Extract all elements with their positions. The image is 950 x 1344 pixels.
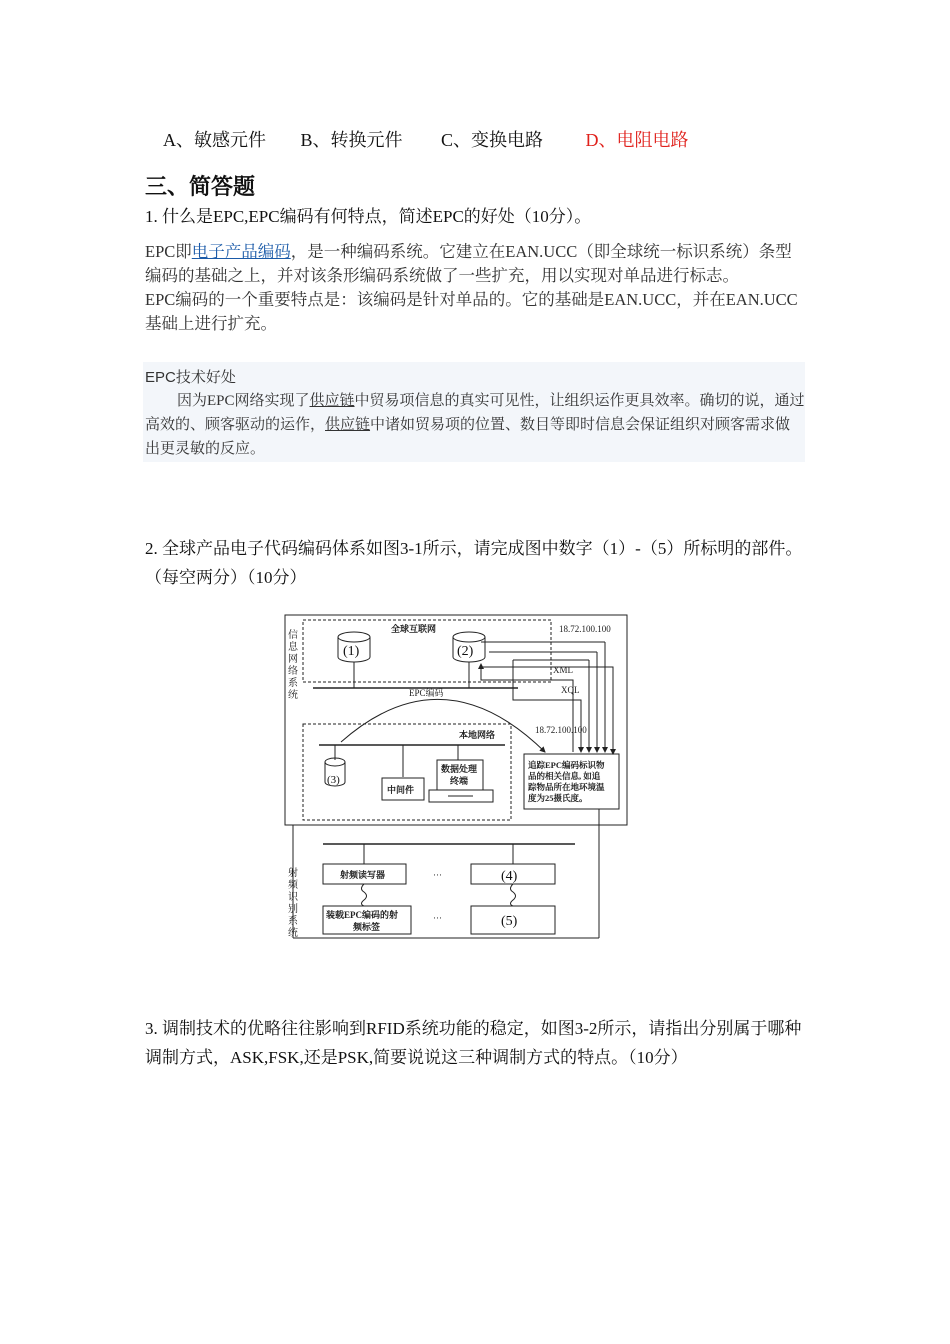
internet-label: 全球互联网 (391, 624, 437, 634)
question-3: 3. 调制技术的优略往往影响到RFID系统功能的稳定，如图3-2所示，请指出分别属于哪种调制方式，ASK,FSK,还是PSK,简要说说这三种调制方式的特点。（10分） (145, 1019, 802, 1067)
xml-label: XML (553, 665, 573, 675)
tracking-line-1: 追踪EPC编码标识物 (528, 760, 605, 770)
answer-para-1 (145, 240, 807, 288)
tracking-line-2: 品的相关信息, 如追 (528, 771, 601, 781)
option-a: A、敏感元件 (163, 130, 266, 150)
tracking-line-3: 踪物品所在地环境温 (528, 782, 605, 792)
answer-text: ，是一种编码系统。它建立在EAN.UCC（即全球统一标识系统）条型编码的基础之上，并对该条形编码系统做了一些扩充，用以实现对单品进行标志。 (145, 242, 792, 285)
epc-system-diagram (283, 612, 629, 942)
epc-link[interactable]: 电子产品编码 (191, 242, 291, 261)
supply-chain-link[interactable]: 供应链 (325, 417, 371, 433)
option-d: D、电阻电路 (585, 130, 689, 150)
xql-label: XQL (561, 685, 580, 695)
quote-title: EPC技术好处 (145, 369, 236, 386)
dots-2: ··· (433, 913, 442, 923)
handwritten-2: (2) (457, 644, 474, 659)
option-c: C、变换电路 (441, 130, 544, 150)
answer-options (163, 126, 689, 152)
ip-label-1: 18.72.100.100 (559, 624, 611, 634)
ip-label-2: 18.72.100.100 (535, 725, 587, 735)
quote-text: 中诸如贸易项的位置、数目等即时信息会保证组织对顾客需求做出更灵敏的反应。 (145, 417, 791, 457)
handwritten-3: (3) (327, 774, 340, 786)
section-title: 三、简答题 (145, 174, 256, 199)
answer-1 (145, 240, 807, 336)
option-b: B、转换元件 (300, 130, 403, 150)
quote-text: 中贸易项信息的真实可见性，让组织运作更具效率。确切的说，通过高效的、顾客驱动的运作， (145, 393, 805, 433)
local-net-label: 本地网络 (459, 730, 496, 740)
handwritten-1: (1) (343, 644, 360, 659)
side-label-top-vertical: 信息网络系统 (288, 630, 298, 701)
tracking-line-4: 度为25摄氏度。 (528, 793, 588, 803)
question-2: 2. 全球产品电子代码编码体系如图3-1所示，请完成图中数字（1）-（5）所标明的部件。（每空两分）（10分） (145, 539, 803, 587)
quote-block (143, 362, 805, 462)
tag-line-2: 频标签 (353, 922, 381, 932)
question-1: 1. 什么是EPC,EPC编码有何特点，简述EPC的好处（10分）。 (145, 207, 592, 226)
reader-label: 射频读写器 (340, 870, 386, 880)
side-label-bottom-vertical: 射频识别系统 (288, 868, 298, 939)
handwritten-4: (4) (501, 869, 518, 884)
answer-para-2: EPC编码的一个重要特点是：该编码是针对单品的。它的基础是EAN.UCC，并在EAN.UCC基础上进行扩充。 (145, 290, 798, 333)
data-terminal-line-1: 数据处理 (441, 764, 478, 774)
answer-text: EPC即 (145, 242, 192, 261)
quote-text: 因为EPC网络实现了 (177, 393, 310, 409)
epc-code-arrow (341, 699, 545, 752)
epc-code-label: EPC编码 (409, 688, 444, 698)
handwritten-5: (5) (501, 914, 518, 929)
quote-body (145, 389, 805, 461)
tag-line-1: 装载EPC编码的射 (326, 910, 399, 920)
data-terminal-line-2: 终端 (450, 776, 469, 786)
supply-chain-link[interactable]: 供应链 (309, 393, 355, 409)
dots-1: ··· (433, 870, 442, 880)
middleware-label: 中间件 (387, 785, 415, 795)
